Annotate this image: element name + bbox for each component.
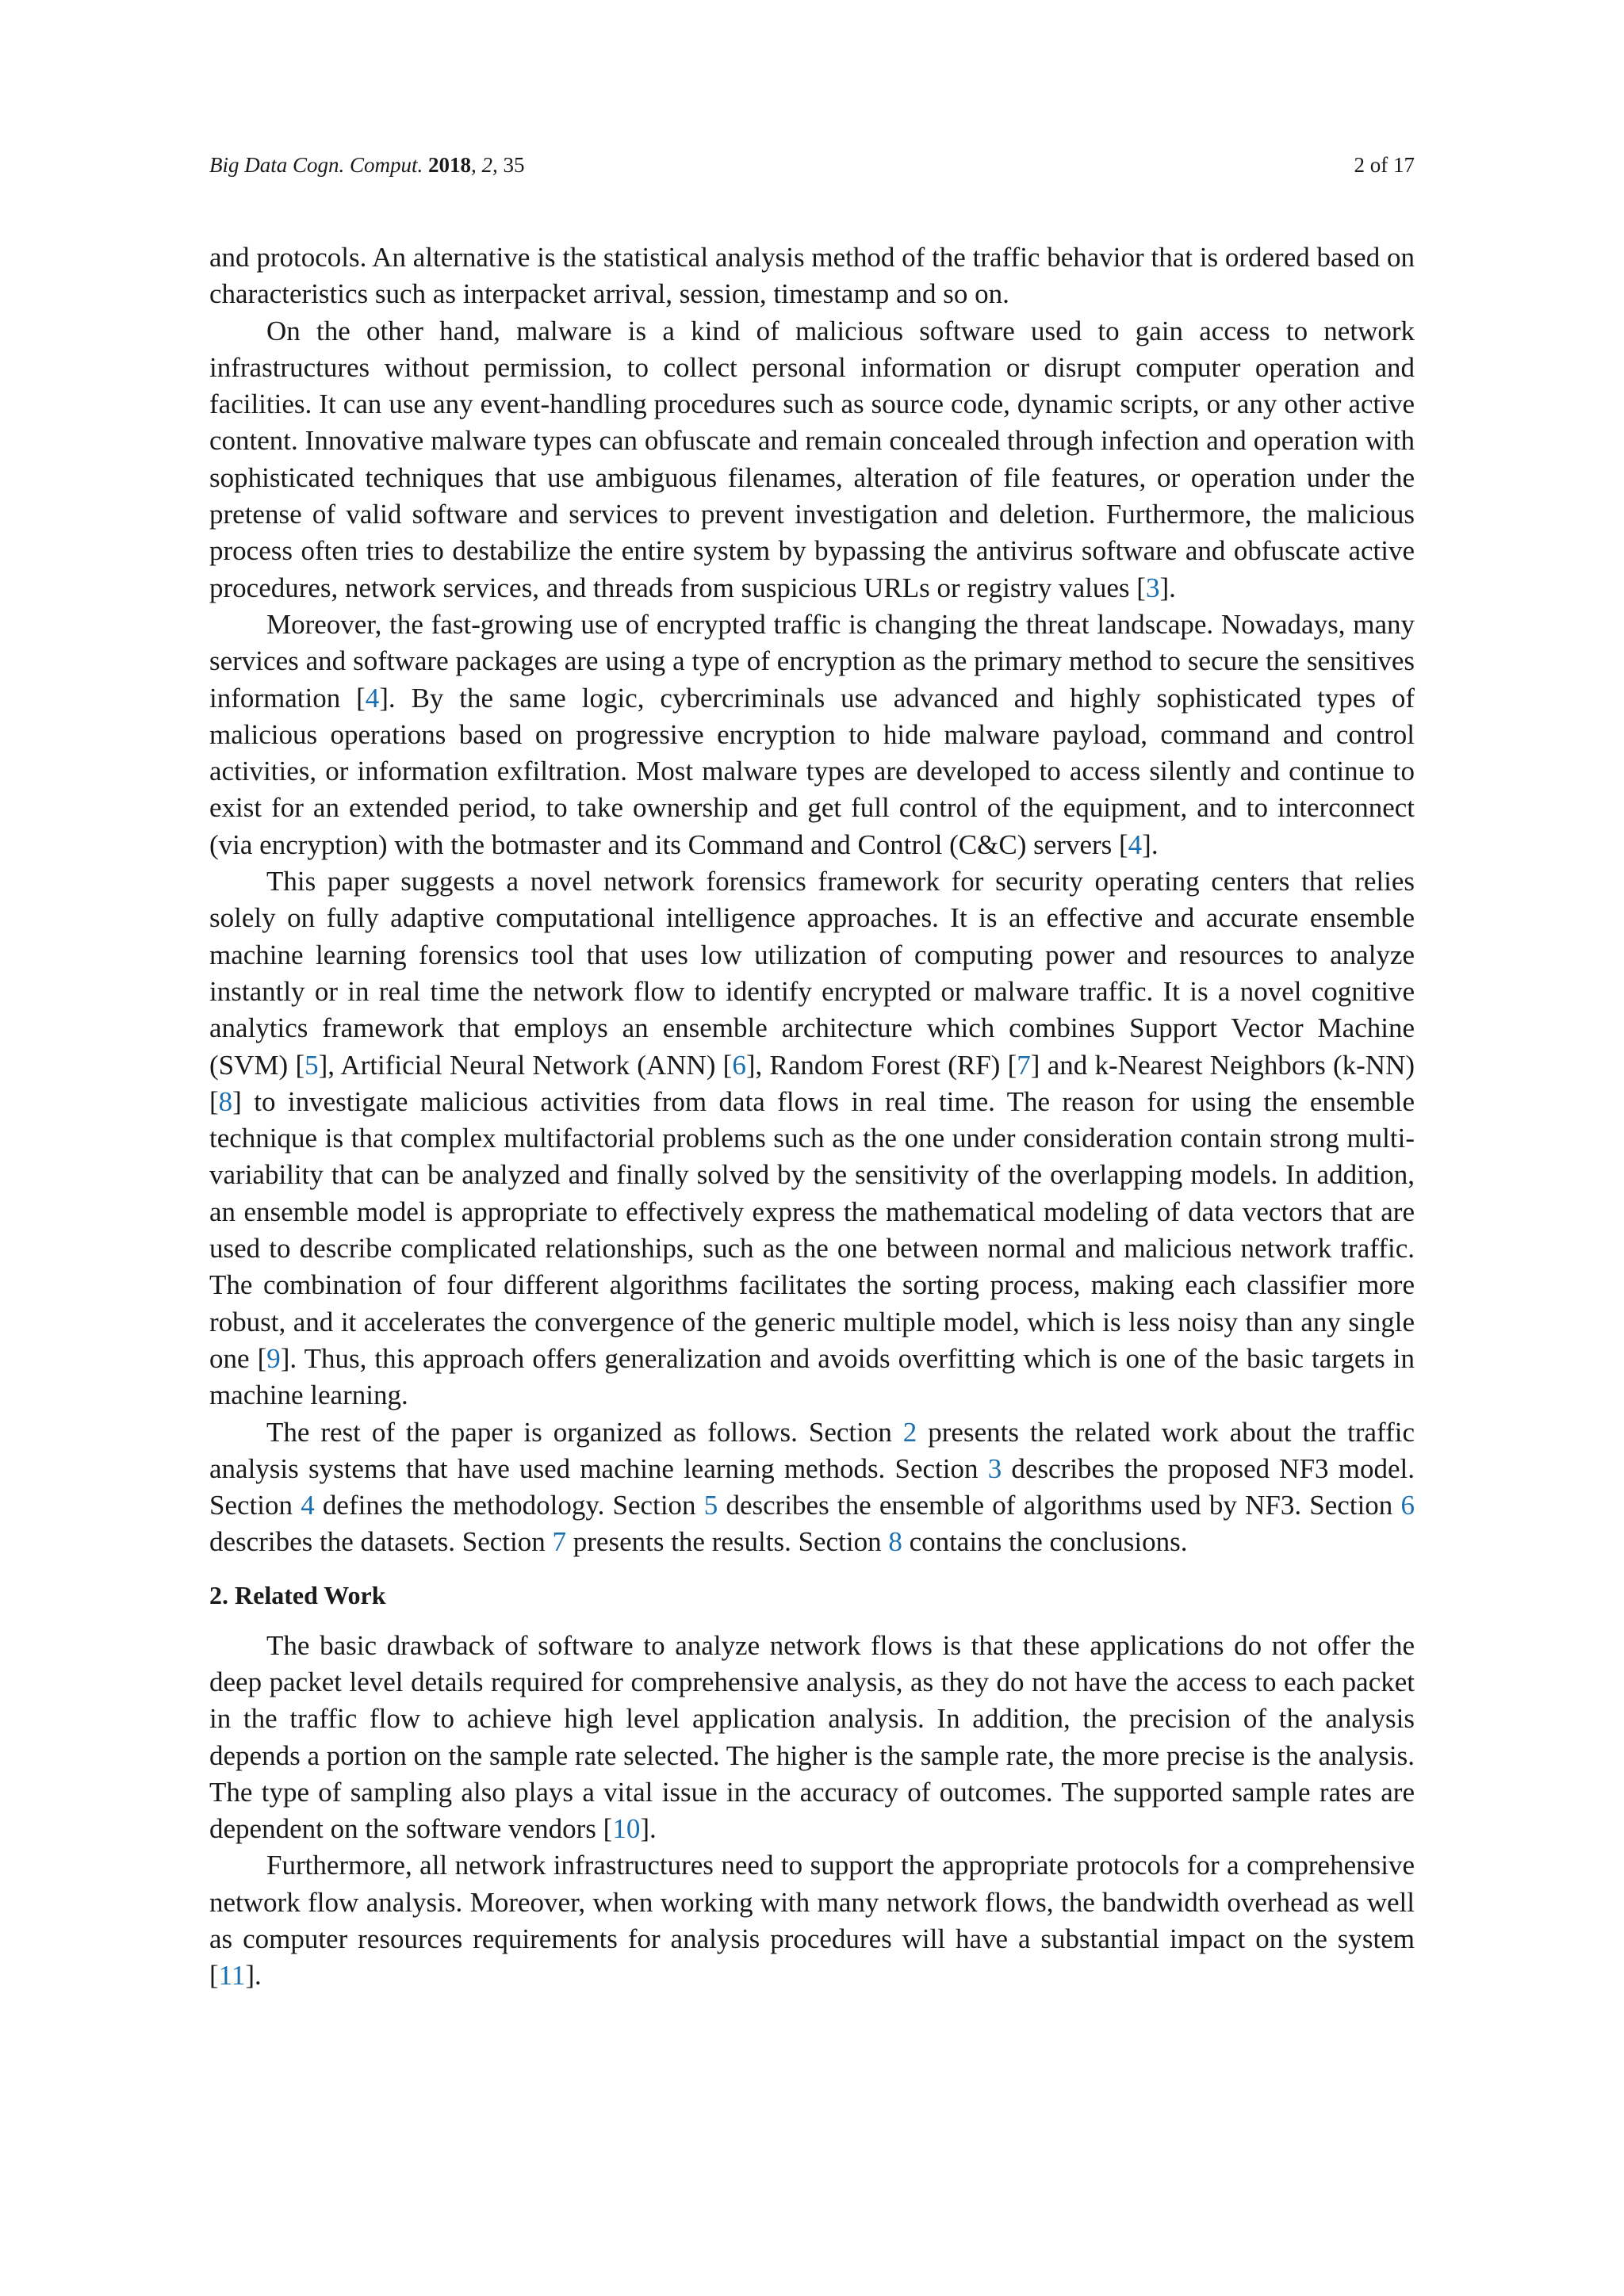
paragraph: This paper suggests a novel network forensics framework for security operating centers that relies solely on fully adaptive computational intelligence approaches. It is an effective and accurate ensemble machine learning forensics tool that uses low utilization of computing power and resources to analyze instantly or in real time the network flow to identify encrypted or malware traffic. It is a novel cognitive analytics framework that employs an ensemble architecture which combines Support Vector Machine (SVM) [5], Artificial Neural Network (ANN) [6], Random Forest (RF) [7] and k-Nearest Neighbors (k-NN) [8] to investigate malicious activities from data flows in real time. The reason for using the ensemble technique is that complex multifactorial problems such as the one under consideration contain strong multi-variability that can be analyzed and finally solved by the sensitivity of the overlapping models. In addition, an ensemble model is appropriate to effectively express the mathematical modeling of data vectors that are used to describe complicated relationships, such as the one between normal and malicious network traffic. The combination of four different algorithms facilitates the sorting process, making each classifier more robust, and it accelerates the convergence of the generic multiple model, which is less noisy than any single one [9]. Thus, this approach offers generalization and avoids overfitting which is one of the basic targets in machine learning. xyxy=(209,866,1415,1411)
journal-citation: Big Data Cogn. Comput. 2018, 2, 35 xyxy=(209,153,525,177)
paragraph: On the other hand, malware is a kind of malicious software used to gain access to network infrastructures without permission, to collect personal information or disrupt computer operation and facilities. It can use any event-handling procedures such as source code, dynamic scripts, or any other active content. Innovative malware types can obfuscate and remain concealed through infection and operation with sophisticated techniques that use ambiguous filenames, alteration of file features, or operation under the pretense of valid software and services to prevent investigation and deletion. Furthermore, the malicious process often tries to destabilize the entire system by bypassing the antivirus software and obfuscate active procedures, network services, and threads from suspicious URLs or registry values [3]. xyxy=(209,315,1415,603)
section-link[interactable]: 5 xyxy=(703,1490,718,1521)
citation-link[interactable]: 4 xyxy=(365,682,380,714)
citation-link[interactable]: 10 xyxy=(612,1813,641,1845)
paragraph: Furthermore, all network infrastructures need to support the appropriate protocols for a comprehensive network flow analysis. Moreover, when working with many network flows, the bandwidth overhead as well as computer resources requirements for analysis procedures will have a substantial impact on the system [11]. xyxy=(209,1850,1415,1992)
section-link[interactable]: 7 xyxy=(552,1526,567,1558)
page-number: 2 of 17 xyxy=(1354,153,1415,177)
paragraph: Moreover, the fast-growing use of encrypted traffic is changing the threat landscape. Nowadays, many services and software packages are using a type of encryption as the primary method to secure the sensitives information [4]. By the same logic, cybercriminals use advanced and highly sophisticated types of malicious operations based on progressive encryption to hide malware payload, command and control activities, or information exfiltration. Most malware types are developed to access silently and continue to exist for an extended period, to take ownership and get full control of the equipment, and to interconnect (via encryption) with the botmaster and its Command and Control (C&C) servers [4]. xyxy=(209,608,1415,860)
page-header xyxy=(209,149,1415,181)
journal-volume: 2 xyxy=(481,153,493,177)
journal-name: Big Data Cogn. Comput. xyxy=(209,153,423,177)
citation-link[interactable]: 8 xyxy=(218,1085,233,1117)
section-link[interactable]: 6 xyxy=(1400,1490,1415,1521)
journal-year: 2018 xyxy=(428,153,472,177)
section-link[interactable]: 8 xyxy=(888,1526,902,1558)
citation-link[interactable]: 9 xyxy=(266,1342,281,1374)
paragraph: and protocols. An alternative is the statistical analysis method of the traffic behavior that is ordered based on characteristics such as interpacket arrival, session, timestamp and so on. xyxy=(209,242,1415,310)
paragraph: The rest of the paper is organized as follows. Section 2 presents the related work about the traffic analysis systems that have used machine learning methods. Section 3 describes the proposed NF3 model. Section 4 defines the methodology. Section 5 describes the ensemble of algorithms used by NF3. Section 6 describes the datasets. Section 7 presents the results. Section 8 contains the conclusions. xyxy=(209,1416,1415,1558)
article-body xyxy=(209,239,1415,1995)
citation-link[interactable]: 7 xyxy=(1017,1049,1031,1081)
section-link[interactable]: 2 xyxy=(902,1416,917,1448)
citation-link[interactable]: 5 xyxy=(304,1049,319,1081)
section-heading: 2. Related Work xyxy=(209,1580,386,1609)
citation-link[interactable]: 3 xyxy=(1145,572,1160,603)
citation-link[interactable]: 6 xyxy=(732,1049,746,1081)
section-link[interactable]: 4 xyxy=(301,1490,315,1521)
citation-link[interactable]: 11 xyxy=(218,1960,246,1992)
citation-link[interactable]: 4 xyxy=(1128,828,1143,860)
section-link[interactable]: 3 xyxy=(987,1452,1002,1484)
journal-article: 35 xyxy=(503,153,525,177)
paragraph: The basic drawback of software to analyze network flows is that these applications do not offer the deep packet level details required for comprehensive analysis, as they do not have the access to each packet in the traffic flow to achieve high level application analysis. In addition, the precision of the analysis depends a portion on the sample rate selected. The higher is the sample rate, the more precise is the analysis. The type of sampling also plays a vital issue in the accuracy of outcomes. The supported sample rates are dependent on the software vendors [10]. xyxy=(209,1629,1415,1845)
